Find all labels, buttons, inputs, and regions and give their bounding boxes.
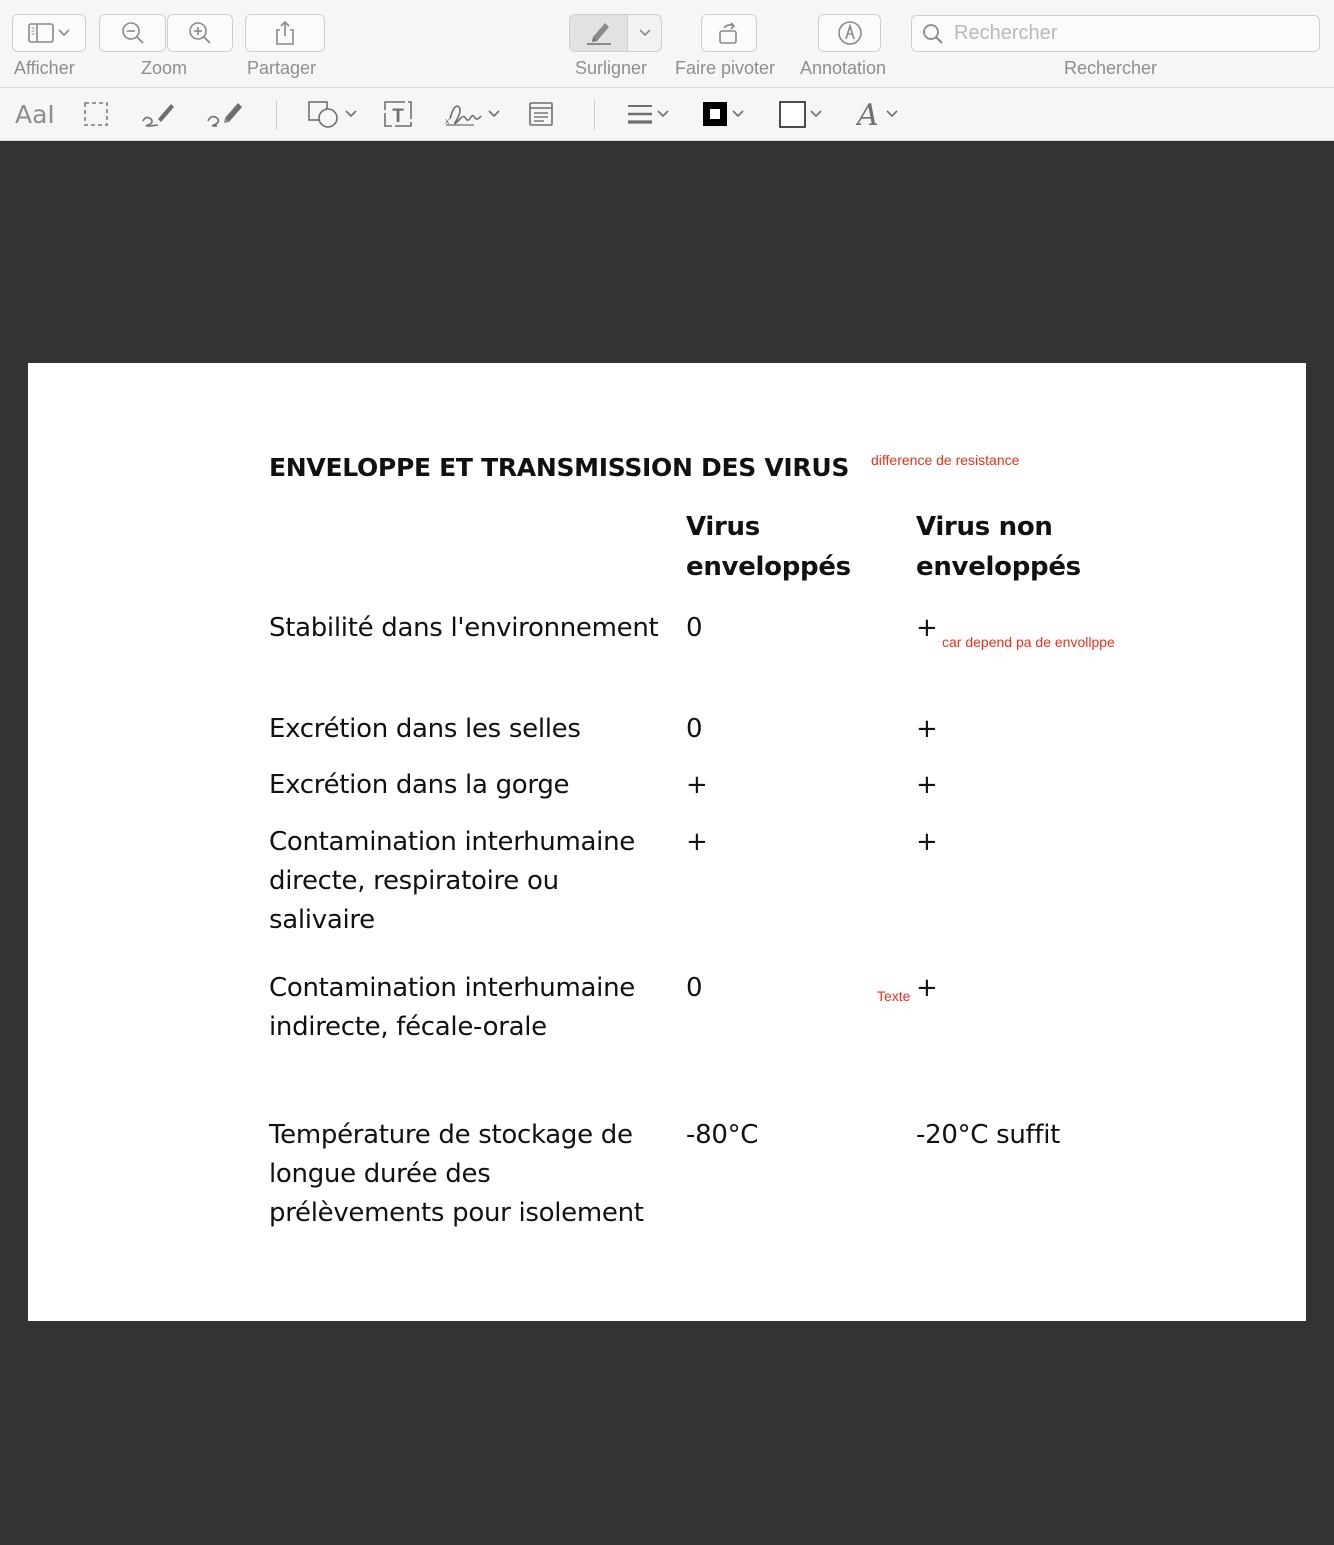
annotation-texte-note[interactable]: Texte (877, 988, 911, 1004)
text-style-tool[interactable] (856, 88, 898, 140)
row-label-storage-temperature: Température de stockage de longue durée des prélèvements pour isolement (269, 1120, 644, 1228)
separator (594, 100, 595, 130)
main-toolbar (0, 0, 1334, 88)
fill-color-tool[interactable] (779, 88, 822, 140)
line-style-icon (627, 103, 653, 125)
search-icon (922, 23, 944, 45)
zoom-label: Zoom (141, 58, 188, 78)
border-color-tool[interactable] (702, 88, 744, 140)
share-icon (274, 20, 296, 46)
chevron-down-icon (810, 110, 822, 118)
highlight-main[interactable] (570, 15, 628, 51)
svg-text:x: x (445, 116, 450, 126)
share-button[interactable] (245, 14, 325, 52)
text-box-icon (383, 99, 413, 129)
annotation-label: Annotation (800, 58, 887, 78)
svg-text:A: A (857, 99, 879, 129)
shape-style-tool[interactable] (627, 88, 669, 140)
row-value-non-enveloped: + (916, 770, 938, 800)
chevron-down-icon (488, 110, 500, 118)
zoom-out-button[interactable] (99, 14, 166, 52)
search-input[interactable] (952, 21, 1316, 46)
text-box-tool[interactable] (383, 88, 413, 140)
row-value-non-enveloped: + (916, 973, 938, 1003)
chevron-down-icon (657, 110, 669, 118)
highlight-options[interactable] (628, 15, 661, 51)
text-selection-label: AaI (15, 99, 55, 129)
rotate-button[interactable] (701, 14, 757, 52)
chevron-down-icon (732, 110, 744, 118)
row-value-non-enveloped: + (916, 714, 938, 744)
annotation-stability-note[interactable]: car depend pa de envollppe (942, 634, 1115, 650)
rechercher-label: Rechercher (1064, 58, 1158, 78)
surligner-label: Surligner (575, 58, 648, 78)
row-value-non-enveloped: -20°C suffit (916, 1120, 1061, 1150)
text-selection-tool[interactable] (15, 88, 55, 140)
row-value-enveloped: 0 (686, 714, 703, 744)
row-label-direct-contamination: Contamination interhumaine directe, respiratoire ou salivaire (269, 827, 635, 935)
draw-icon (205, 99, 245, 129)
zoom-in-icon (187, 20, 213, 46)
sketch-icon (140, 99, 176, 129)
chevron-down-icon (886, 110, 898, 118)
row-value-enveloped: -80°C (686, 1120, 759, 1150)
rectangular-selection-icon (83, 101, 109, 127)
annotation-button[interactable] (818, 14, 881, 52)
row-value-enveloped: 0 (686, 973, 703, 1003)
sidebar-icon (28, 23, 54, 43)
rectangular-selection-tool[interactable] (83, 88, 109, 140)
row-value-enveloped: 0 (686, 613, 703, 643)
chevron-down-icon (58, 29, 70, 37)
text-style-icon (856, 99, 882, 129)
border-color-icon (702, 101, 728, 127)
row-label-stability: Stabilité dans l'environnement (269, 613, 659, 643)
shapes-tool[interactable] (307, 88, 357, 140)
sidebar-view-button[interactable] (12, 14, 86, 52)
annotation-title-note[interactable]: difference de resistance (871, 452, 1020, 468)
svg-text:T: T (392, 106, 404, 127)
signature-tool[interactable] (444, 88, 500, 140)
afficher-label: Afficher (14, 58, 75, 78)
search-field[interactable] (911, 15, 1320, 52)
zoom-out-icon (120, 20, 146, 46)
chevron-down-icon (639, 29, 651, 37)
column-header-enveloped: Virus enveloppés (686, 512, 851, 582)
markup-toolbar (0, 88, 1334, 141)
partager-label: Partager (247, 58, 317, 78)
zoom-in-button[interactable] (167, 14, 233, 52)
row-value-enveloped: + (686, 770, 708, 800)
shapes-icon (307, 99, 341, 129)
draw-tool[interactable] (205, 88, 245, 140)
highlighter-icon (584, 20, 614, 46)
document-title: ENVELOPPE ET TRANSMISSION DES VIRUS (269, 453, 850, 482)
separator (276, 100, 277, 130)
rotate-icon (716, 20, 742, 46)
highlight-button[interactable] (569, 14, 662, 52)
row-label-stool-excretion: Excrétion dans les selles (269, 714, 581, 744)
pdf-page (28, 363, 1306, 1321)
column-header-non-enveloped: Virus non enveloppés (916, 512, 1081, 582)
signature-icon (444, 99, 484, 129)
row-label-indirect-contamination: Contamination interhumaine indirecte, fécale-orale (269, 973, 635, 1042)
row-label-throat-excretion: Excrétion dans la gorge (269, 770, 570, 800)
markup-pen-icon (836, 19, 864, 47)
pivoter-label: Faire pivoter (675, 58, 776, 78)
row-value-enveloped: + (686, 827, 708, 857)
chevron-down-icon (345, 110, 357, 118)
sketch-tool[interactable] (140, 88, 176, 140)
fill-color-icon (779, 101, 806, 128)
row-value-non-enveloped: + (916, 827, 938, 857)
note-tool[interactable] (528, 88, 554, 140)
row-value-non-enveloped: + (916, 613, 938, 643)
note-icon (528, 101, 554, 127)
